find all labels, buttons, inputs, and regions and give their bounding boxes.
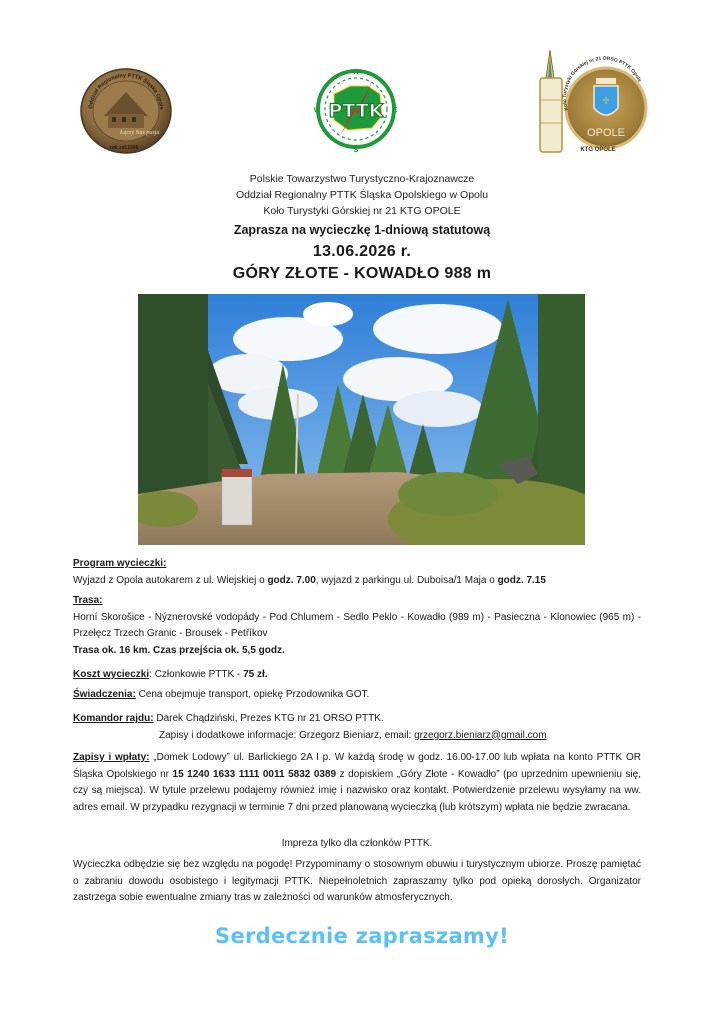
closing-message: Serdecznie zapraszamy!: [215, 924, 509, 948]
org-branch: Oddział Regionalny PTTK Śląska Opolskiego w Opolu: [235, 189, 489, 201]
commander-label: Komandor rajdu:: [73, 713, 154, 724]
header: [0, 171, 724, 285]
medal-script-text: Łączy Nas pasja: [120, 130, 160, 136]
svg-text:♱: ♱: [602, 96, 610, 107]
departure-time-1: godz. 7.00: [267, 574, 316, 586]
benefits-label: Świadczenia:: [73, 689, 136, 700]
members-only-note: Impreza tylko dla członków PTTK.: [281, 838, 433, 849]
ktg-opole-badge-logo: [536, 48, 650, 158]
registration-label: Zapisy i wpłaty:: [73, 752, 150, 763]
mountain-summit-photo: [138, 294, 585, 545]
badge-bottom-text: KTG OPOLE: [580, 147, 616, 153]
cost-value: 75 zł.: [243, 669, 268, 680]
registration-text-b: z dopiskiem „Góry Złote - Kowadło” (po uprzednim upewnieniu się, czy są miejsca). W tytule przelewu podajemy również imię i nazwisko oraz kontakt. Potwierdzenie przelewu wysyłamy na ww. adres email. W przypadku rezygnacji w terminie 7 dni przed planowaną wycieczką (lub krótszym) wpłata nie będzie zwracana.: [73, 768, 641, 813]
compass-w: W: [313, 107, 321, 114]
org-name: Polskie Towarzystwo Turystyczno-Krajoznawcze: [249, 173, 475, 185]
contact-email-link[interactable]: grzegorz.bieniarz@gmail.com: [414, 729, 547, 741]
commander-section: [73, 711, 641, 744]
compass-e: E: [392, 107, 398, 114]
badge-city-text: OPOLE: [587, 127, 625, 139]
event-title: GÓRY ZŁOTE - KOWADŁO 988 m: [232, 265, 492, 282]
commander-text: Darek Chądziński, Prezes KTG nr 21 ORSO PTTK.: [153, 713, 384, 724]
contact-info: [73, 728, 641, 745]
compass-s: S: [353, 147, 359, 154]
event-date: 13.06.2026 r.: [312, 243, 412, 260]
cost-label: Koszt wycieczki: [73, 669, 150, 680]
program-label: Program wycieczki:: [73, 558, 167, 569]
ktg-medal-logo: [80, 68, 172, 154]
route-text: Horní Skorošice - Nýznerovské vodopády - Pod Chlumem - Sedlo Peklo - Kowadło (989 m) - Pasieczna - Klonowiec (965 m) - Przełęcz Trzech Granic - Brousek - Petříkov: [73, 611, 641, 639]
benefits-text: Cena obejmuje transport, opiekę Przodownika GOT.: [135, 689, 370, 700]
departure-time-2: godz. 7.15: [497, 574, 546, 586]
program-text-a: Wyjazd z Opola autokarem z ul. Wiejskiej o: [73, 574, 268, 586]
cost-section: [73, 667, 641, 684]
notes-section: Wycieczka odbędzie się bez względu na pogodę! Przypominamy o stosownym obuwiu i turystycznym ubiorze. Proszę pamiętać o zabraniu dowodu osobistego i legitymacji PTTK. Niepełnoletnich zapraszamy tylko pod opieką dorosłych. Organizator zastrzega sobie ewentualne zmiany tras w zależności od warunków atmosferycznych.: [73, 859, 641, 903]
program-text-b: , wyjazd z parkingu ul. Duboisa/1 Maja o: [315, 574, 498, 586]
route-section: [73, 593, 641, 659]
route-label: Trasa:: [73, 595, 103, 606]
medal-ring-text: Oddział Regionalny PTTK Śląska Opols: [88, 72, 164, 110]
registration-section: [73, 750, 641, 816]
bank-account-number: 15 1240 1633 1111 0011 5832 0389: [172, 768, 337, 780]
badge-ring-text: Koło Turystyki Górskiej nr 21 ORSO PTTK Opole: [561, 55, 643, 112]
contact-info-text: Zapisy i dodatkowe informacje: Grzegorz Bieniarz, email:: [159, 729, 415, 741]
pttk-logo: [310, 64, 402, 154]
org-club: Koło Turystyki Górskiej nr 21 KTG OPOLE: [263, 205, 461, 217]
invite-line: Zaprasza na wycieczkę 1-dniową statutową: [233, 223, 491, 237]
cost-text: : Członkowie PTTK -: [149, 669, 244, 680]
medal-bottom-text: rok zał.1998: [110, 145, 139, 151]
registration-text-a: „Domek Lodowy” ul. Barlickiego 2A I p. W każdą środę w godz. 16.00-17.00 lub wpłata na konto PTTK OR Śląska Opolskiego nr: [73, 752, 641, 780]
program-text: [73, 573, 641, 590]
pttk-logo-text: PTTK: [328, 100, 384, 122]
benefits-section: [73, 687, 641, 704]
route-summary: Trasa ok. 16 km. Czas przejścia ok. 5,5 godz.: [73, 644, 285, 656]
compass-n: N: [353, 69, 359, 76]
program-section: [73, 556, 641, 589]
